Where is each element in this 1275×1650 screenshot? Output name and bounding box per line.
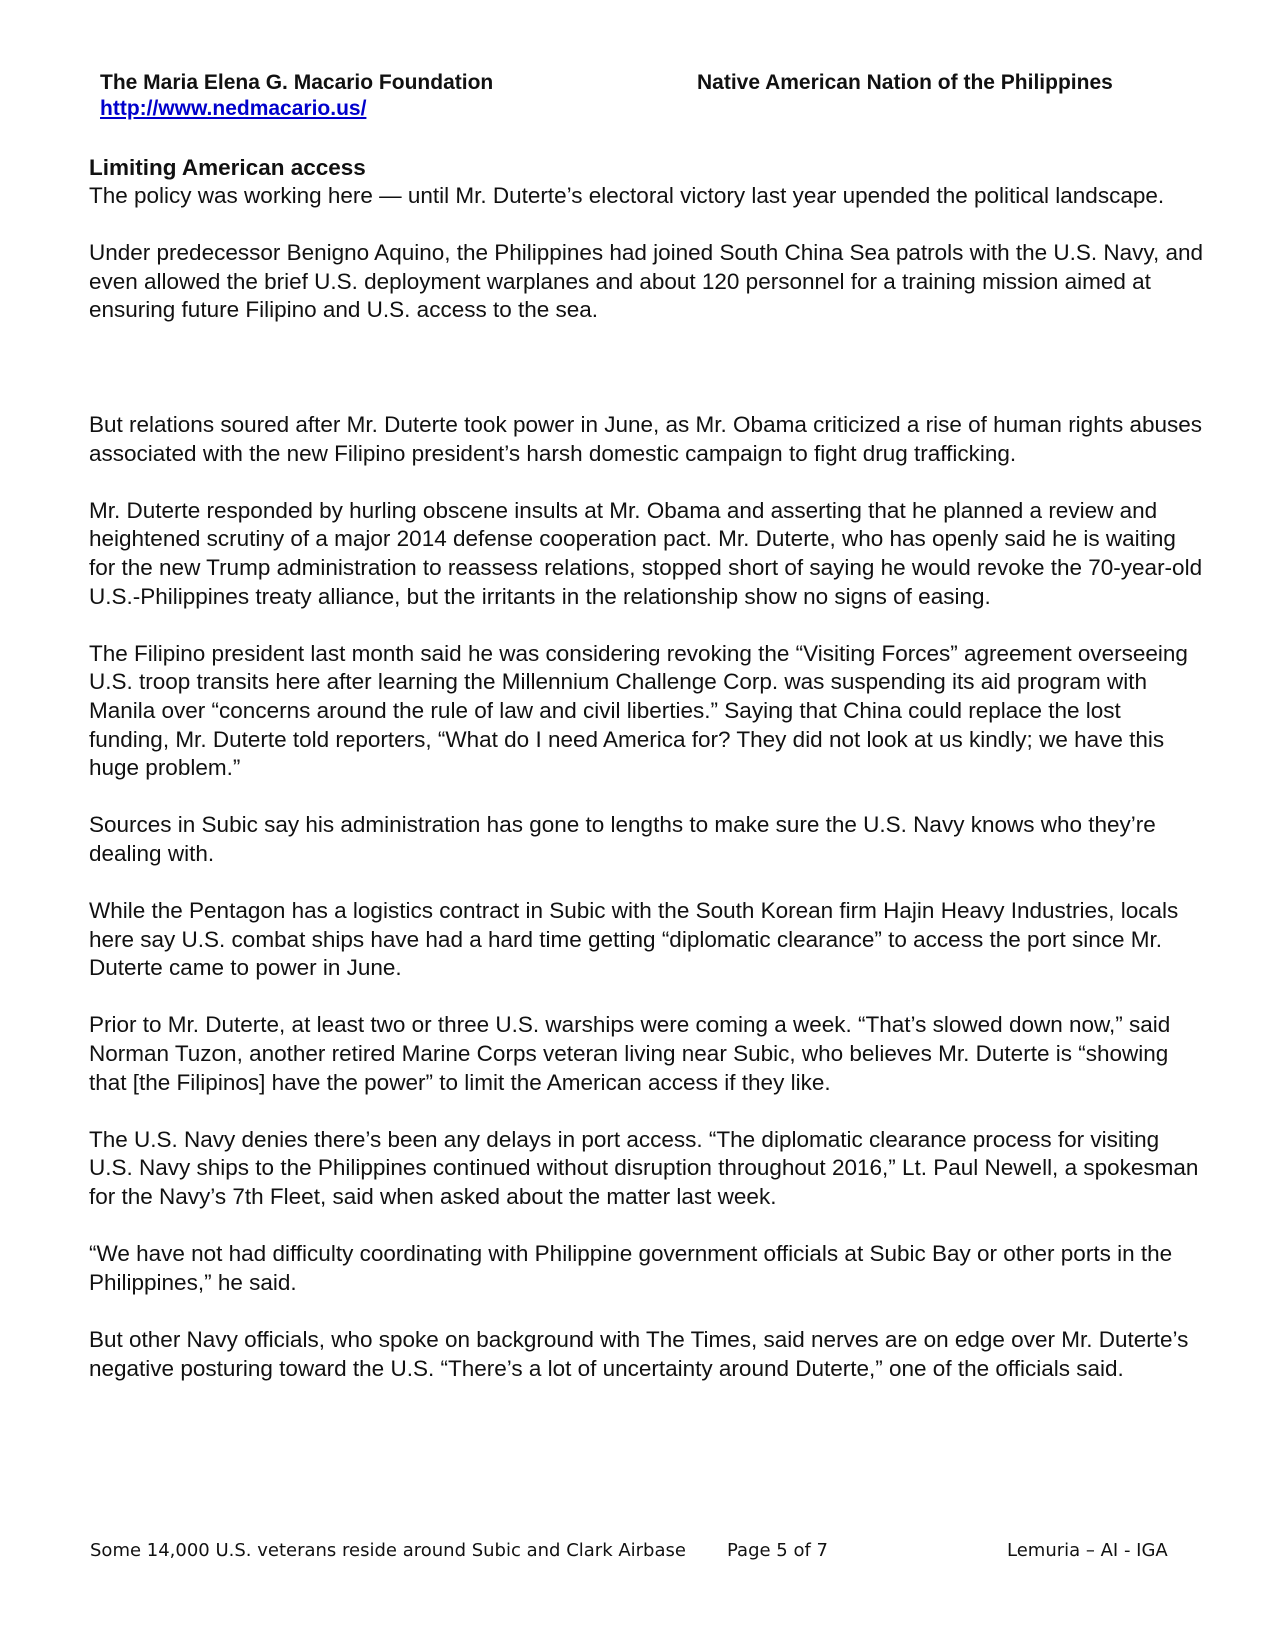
website-link[interactable]: http://www.nedmacario.us/ <box>100 97 367 120</box>
paragraph: While the Pentagon has a logistics contract in Subic with the South Korean firm Hajin Heavy Industries, locals here say U.S. combat ships have had a hard time getting “diplomatic clearance” to access the port since Mr. Duterte came to power in June. <box>89 898 1179 981</box>
paragraph: But relations soured after Mr. Duterte took power in June, as Mr. Obama criticized a rise of human rights abuses associated with the new Filipino president’s harsh domestic campaign to fight drug trafficking. <box>89 411 1203 466</box>
section-heading: Limiting American access <box>89 155 366 180</box>
paragraph: But other Navy officials, who spoke on background with The Times, said nerves are on edge over Mr. Duterte’s negative posturing toward the U.S. “There’s a lot of uncertainty around Duterte,” one of the officials said. <box>89 1326 1189 1381</box>
organization-name: The Maria Elena G. Macario Foundation <box>100 71 494 94</box>
paragraph: The Filipino president last month said he was considering revoking the “Visiting Forces” agreement overseeing U.S. troop transits here after learning the Millennium Challenge Corp. was suspending its aid program with Manila over “concerns around the rule of law and civil liberties.” Saying that China could replace the lost funding, Mr. Duterte told reporters, “What do I need America for? They did not look at us kindly; we have this huge problem.” <box>89 640 1188 781</box>
footer-source: Lemuria – AI - IGA <box>1007 1540 1168 1561</box>
paragraph: The policy was working here — until Mr. Duterte’s electoral victory last year upended the political landscape. <box>89 183 1165 208</box>
paragraph: Mr. Duterte responded by hurling obscene insults at Mr. Obama and asserting that he planned a review and heightened scrutiny of a major 2014 defense cooperation pact. Mr. Duterte, who has openly said he is waiting for the new Trump administration to reassess relations, stopped short of saying he would revoke the 70-year-old U.S.-Philippines treaty alliance, but the irritants in the relationship show no signs of easing. <box>89 497 1203 609</box>
paragraph: Under predecessor Benigno Aquino, the Philippines had joined South China Sea patrols with the U.S. Navy, and even allowed the brief U.S. deployment warplanes and about 120 personnel for a training mission aimed at ensuring future Filipino and U.S. access to the sea. <box>89 240 1204 323</box>
page-header-left <box>100 70 493 122</box>
paragraph: “We have not had difficulty coordinating with Philippine government officials at Subic Bay or other ports in the Philippines,” he said. <box>89 1241 1173 1295</box>
page-number: Page 5 of 7 <box>727 1540 828 1561</box>
footer-caption: Some 14,000 U.S. veterans reside around Subic and Clark Airbase <box>90 1540 686 1561</box>
paragraph: Sources in Subic say his administration has gone to lengths to make sure the U.S. Navy knows who they’re dealing with. <box>89 812 1156 866</box>
paragraph: The U.S. Navy denies there’s been any delays in port access. “The diplomatic clearance process for visiting U.S. Navy ships to the Philippines continued without disruption throughout 2016,” Lt. Paul Newell, a spokesman for the Navy’s 7th Fleet, said when asked about the matter last week. <box>89 1126 1199 1209</box>
article-body <box>89 154 1204 1412</box>
nation-title: Native American Nation of the Philippines <box>697 71 1113 94</box>
paragraph: Prior to Mr. Duterte, at least two or three U.S. warships were coming a week. “That’s slowed down now,” said Norman Tuzon, another retired Marine Corps veteran living near Subic, who believes Mr. Duterte is “showing that [the Filipinos] have the power” to limit the American access if they like. <box>89 1012 1171 1095</box>
